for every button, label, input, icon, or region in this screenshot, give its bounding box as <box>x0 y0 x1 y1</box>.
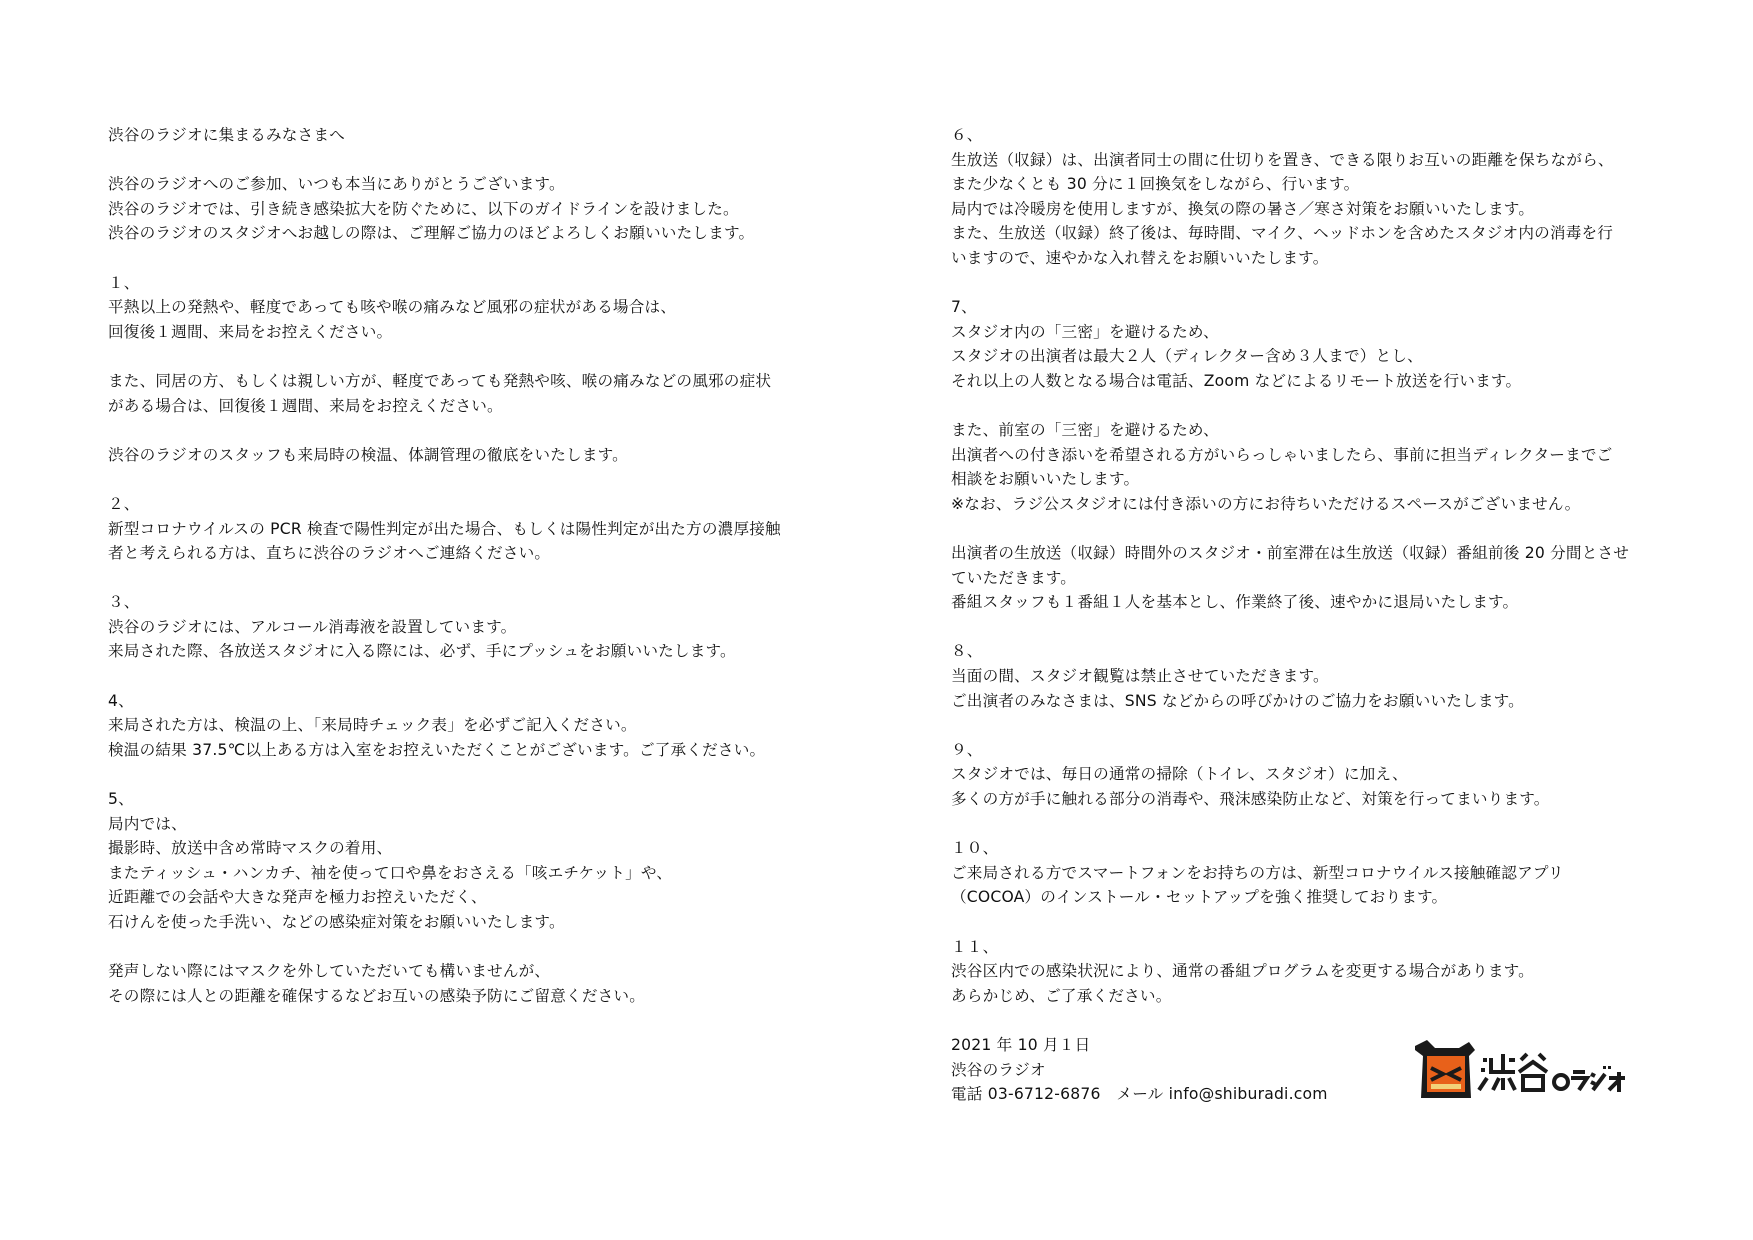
text-line: それ以上の人数となる場合は電話、Zoom などによるリモート放送を行います。 <box>951 371 1522 390</box>
blank-line <box>951 812 1671 837</box>
text-line: また、同居の方、もしくは親しい方が、軽度であっても発熱や咳、喉の痛みなどの風邪の症状 <box>108 371 772 390</box>
blank-line <box>951 615 1671 640</box>
blank-line <box>108 148 848 173</box>
right-column <box>951 123 1671 1107</box>
text-line: 新型コロナウイルスの PCR 検査で陽性判定が出た場合、もしくは陽性判定が出た方の濃厚接触 <box>108 519 781 538</box>
text-line: 渋谷のラジオへのご参加、いつも本当にありがとうございます。 <box>108 175 565 194</box>
text-line: いますので、速やかな入れ替えをお願いいたします。 <box>951 248 1329 267</box>
text-line: 回復後１週間、来局をお控えください。 <box>108 322 393 341</box>
blank-line <box>951 1008 1671 1033</box>
text-line: 当面の間、スタジオ観覧は禁止させていただきます。 <box>951 667 1329 686</box>
text-line: 来局された際、各放送スタジオに入る際には、必ず、手にプッシュをお願いいたします。 <box>108 642 736 661</box>
text-line: 5、 <box>108 790 134 809</box>
text-line: 石けんを使った手洗い、などの感染症対策をお願いいたします。 <box>108 913 565 931</box>
blank-line <box>951 910 1671 935</box>
text-line: 近距離での会話や大きな発声を極力お控えいただく、 <box>108 888 487 907</box>
text-line: 平熱以上の発熱や、軽度であっても咳や喉の痛みなど風邪の症状がある場合は、 <box>108 298 677 317</box>
text-line: またティッシュ・ハンカチ、袖を使って口や鼻をおさえる「咳エチケット」や、 <box>108 863 673 882</box>
text-line: 出演者への付き添いを希望される方がいらっしゃいましたら、事前に担当ディレクターまでご <box>951 445 1613 464</box>
text-line: 番組スタッフも１番組１人を基本とし、作業終了後、速やかに退局いたします。 <box>951 593 1519 612</box>
blank-line <box>108 418 848 443</box>
blank-line <box>108 344 848 369</box>
text-line: 渋谷のラジオに集まるみなさまへ <box>108 126 345 144</box>
text-line: 撮影時、放送中含め常時マスクの着用、 <box>108 839 393 858</box>
blank-line <box>108 246 848 271</box>
mascot-icon <box>1415 1040 1475 1098</box>
blank-line <box>951 713 1671 738</box>
text-line: 多くの方が手に触れる部分の消毒や、飛沫感染防止など、対策を行ってまいります。 <box>951 790 1550 809</box>
text-line: 渋谷のラジオのスタッフも来局時の検温、体調管理の徹底をいたします。 <box>108 445 628 464</box>
text-line: また、生放送（収録）終了後は、毎時間、マイク、ヘッドホンを含めたスタジオ内の消毒を行 <box>951 224 1614 243</box>
left-column <box>108 123 848 1008</box>
text-line: また、前室の「三密」を避けるため、 <box>951 421 1219 440</box>
text-line: 渋谷区内での感染状況により、通常の番組プログラムを変更する場合があります。 <box>951 962 1534 981</box>
text-line: スタジオでは、毎日の通常の掃除（トイレ、スタジオ）に加え、 <box>951 765 1408 784</box>
text-line: 渋谷のラジオのスタジオへお越しの際は、ご理解ご協力のほどよろしくお願いいたします。 <box>108 224 755 243</box>
blank-line <box>108 935 848 960</box>
blank-line <box>108 762 848 787</box>
text-line: がある場合は、回復後１週間、来局をお控えください。 <box>108 396 503 415</box>
text-line: スタジオ内の「三密」を避けるため、 <box>951 322 1219 341</box>
text-line: １１、 <box>951 937 999 956</box>
text-line: ※なお、ラジ公スタジオには付き添いの方にお待ちいただけるスペースがございません。 <box>951 494 1581 513</box>
text-line: 検温の結果 37.5℃以上ある方は入室をお控えいただくことがございます。ご了承ください。 <box>108 740 766 759</box>
text-line: ３、 <box>108 593 140 612</box>
text-line: 局内では、 <box>108 814 187 833</box>
text-line: 者と考えられる方は、直ちに渋谷のラジオへご連絡ください。 <box>108 544 551 563</box>
text-line: １、 <box>108 273 140 292</box>
blank-line <box>951 394 1671 419</box>
text-line: ６、 <box>951 126 983 144</box>
text-line: 来局された方は、検温の上、「来局時チェック表」を必ずご記入ください。 <box>108 716 637 735</box>
text-line: ９、 <box>951 740 983 759</box>
blank-line <box>951 517 1671 542</box>
text-line: 生放送（収録）は、出演者同士の間に仕切りを置き、できる限りお互いの距離を保ちながら、 <box>951 150 1614 169</box>
text-line: ご出演者のみなさまは、SNS などからの呼びかけのご協力をお願いいたします。 <box>951 691 1524 710</box>
text-line: 4、 <box>108 691 134 710</box>
text-line: その際には人との距離を確保するなどお互いの感染予防にご留意ください。 <box>108 986 645 1005</box>
text-line: 発声しない際にはマスクを外していただいても構いませんが、 <box>108 962 551 981</box>
text-line: 電話 03-6712-6876 メール info@shiburadi.com <box>951 1085 1328 1104</box>
text-line: ていただきます。 <box>951 568 1077 587</box>
text-line: 7、 <box>951 298 977 317</box>
blank-line <box>108 566 848 591</box>
text-line: ご来局される方でスマートフォンをお持ちの方は、新型コロナウイルス接触確認アプリ <box>951 863 1564 882</box>
text-line: 相談をお願いいたします。 <box>951 470 1140 489</box>
text-line: 渋谷のラジオには、アルコール消毒液を設置しています。 <box>108 617 517 636</box>
text-line: 渋谷のラジオでは、引き続き感染拡大を防ぐために、以下のガイドラインを設けました。 <box>108 199 739 218</box>
text-line: （COCOA）のインストール・セットアップを強く推奨しております。 <box>951 888 1448 907</box>
text-line: ８、 <box>951 642 983 661</box>
text-line: スタジオの出演者は最大２人（ディレクター含め３人まで）とし、 <box>951 347 1423 366</box>
text-line: 渋谷のラジオ <box>951 1060 1046 1079</box>
text-line: 2021 年 10 月１日 <box>951 1035 1091 1054</box>
logo-wordmark <box>1479 1054 1625 1092</box>
blank-line <box>108 664 848 689</box>
text-line: あらかじめ、ご了承ください。 <box>951 986 1172 1005</box>
text-line: また少なくとも 30 分に１回換気をしながら、行います。 <box>951 175 1360 194</box>
shiburadi-logo <box>1413 1040 1628 1102</box>
blank-line <box>108 467 848 492</box>
text-line: 出演者の生放送（収録）時間外のスタジオ・前室滞在は生放送（収録）番組前後 20 分間とさせ <box>951 544 1630 563</box>
blank-line <box>951 271 1671 296</box>
text-line: 局内では冷暖房を使用しますが、換気の際の暑さ／寒さ対策をお願いいたします。 <box>951 199 1535 218</box>
text-line: １０、 <box>951 839 999 858</box>
text-line: ２、 <box>108 494 140 513</box>
